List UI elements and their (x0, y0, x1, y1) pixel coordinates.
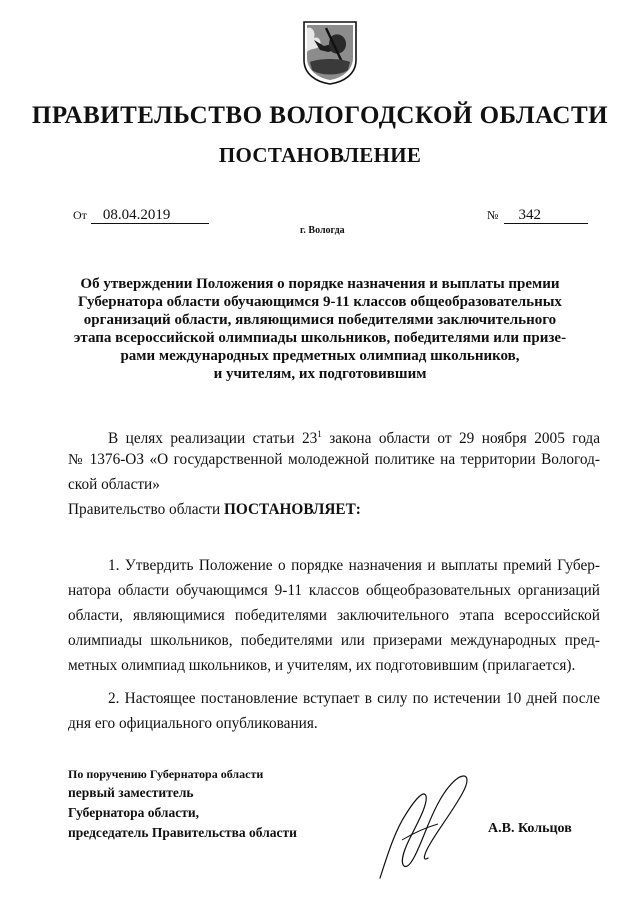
signatory-line: первый заместитель (68, 785, 194, 800)
signatory-line: Губернатора области, (68, 805, 199, 820)
decree-keyword: ПОСТАНОВЛЯЕТ: (224, 501, 361, 518)
decree-item-2 (68, 686, 600, 736)
document-type: ПОСТАНОВЛЕНИЕ (218, 143, 422, 167)
item-line: области, являющимися победителями заключительного этапа всероссийской (68, 607, 600, 624)
decree-item-1 (68, 553, 600, 678)
signatory-line: По поручению Губернатора области (68, 767, 264, 781)
article-superscript: 1 (317, 429, 322, 439)
coat-of-arms-emblem (302, 20, 358, 86)
signatory-block (68, 765, 297, 843)
subject-line: рами международных предметных олимпиад школьников, (120, 348, 520, 364)
item-line: олимпиады школьников, победителями или призерами международных пред- (68, 632, 600, 649)
handwritten-signature (372, 770, 482, 885)
number-prefix: № (487, 208, 499, 222)
item-line: 2. Настоящее постановление вступает в силу по истечении 10 дней после (108, 690, 600, 707)
decree-statement (68, 497, 361, 522)
preamble-paragraph (68, 422, 600, 497)
subject-line: и учителям, их подготовившим (213, 366, 427, 382)
number-value: 342 (504, 207, 588, 224)
subject-line: организаций области, являющимися победителями заключительного (83, 312, 557, 328)
date-prefix: От (73, 208, 87, 222)
preamble-line: ской области» (68, 476, 160, 493)
decree-prefix: Правительство области (68, 501, 225, 518)
preamble-text: В целях реализации статьи 23 (108, 430, 318, 448)
preamble-line: № 1376-ОЗ «О государственной молодежной политике на территории Вологод- (68, 451, 600, 468)
number-field (487, 207, 588, 224)
government-title: ПРАВИТЕЛЬСТВО ВОЛОГОДСКОЙ ОБЛАСТИ (31, 102, 609, 129)
subject-line: этапа всероссийской олимпиады школьников, победителями или призе- (73, 330, 567, 346)
signatory-name: А.В. Кольцов (488, 821, 572, 836)
subject-line: Губернатора области обучающимся 9-11 классов общеобразовательных (78, 294, 562, 310)
city-label: г. Вологда (300, 225, 345, 236)
document-subject (60, 275, 580, 383)
subject-line: Об утверждении Положения о порядке назначения и выплаты премии (80, 276, 560, 292)
preamble-text: закона области от 29 ноября 2005 года (321, 430, 600, 448)
date-value: 08.04.2019 (91, 207, 209, 224)
signatory-line: председатель Правительства области (68, 825, 297, 840)
item-line: 1. Утвердить Положение о порядке назначения и выплаты премий Губер- (108, 557, 600, 574)
item-line: дня его официального опубликования. (68, 715, 318, 732)
item-line: натора области обучающимся 9-11 классов общеобразовательных организаций (68, 582, 600, 599)
item-line: метных олимпиад школьников, и учителям, их подготовившим (прилагается). (68, 657, 576, 674)
preamble-line (68, 422, 600, 447)
date-field (73, 207, 209, 224)
